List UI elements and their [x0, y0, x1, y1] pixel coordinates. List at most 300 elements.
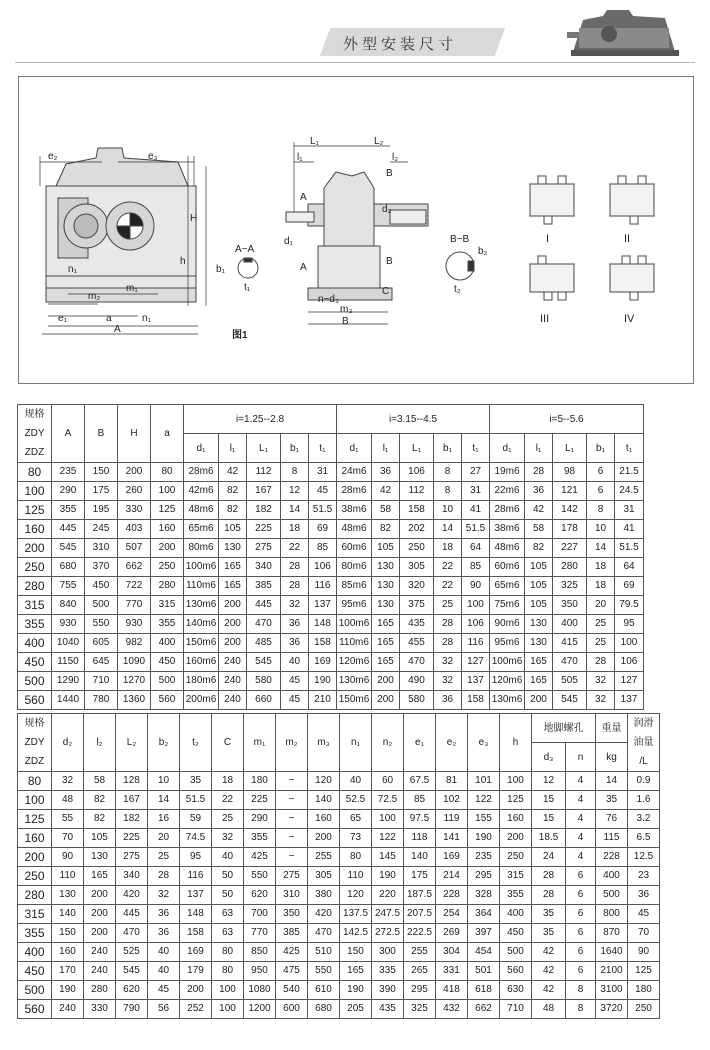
table-cell: 165	[372, 615, 400, 634]
table-cell: 385	[247, 577, 281, 596]
table-cell: 710	[500, 1000, 532, 1019]
side-view	[286, 172, 428, 300]
table-cell: 780	[85, 691, 118, 710]
table-cell: 120	[340, 886, 372, 905]
side-A-bottom: A	[300, 262, 307, 273]
table-cell: 12	[281, 482, 309, 501]
dim-C: C	[382, 286, 390, 297]
table-cell: 475	[276, 962, 308, 981]
table-cell: 12.5	[628, 848, 660, 867]
table-cell: 45	[281, 691, 309, 710]
table-cell: 700	[244, 905, 276, 924]
table-cell: 118	[404, 829, 436, 848]
table-cell: 470	[308, 924, 340, 943]
table-cell: 200	[219, 634, 247, 653]
table-cell: 130m6	[490, 691, 525, 710]
table-cell: 397	[468, 924, 500, 943]
table-cell: 90	[628, 943, 660, 962]
table-row	[18, 905, 660, 924]
table-cell: 200	[525, 691, 553, 710]
column-header: d₃	[532, 743, 566, 772]
dim-n1-top: n₁	[68, 264, 77, 275]
table-cell: 4	[566, 791, 596, 810]
table-row	[18, 615, 644, 634]
table-cell: 680	[308, 1000, 340, 1019]
table-cell: 200	[219, 615, 247, 634]
table-cell: 235	[52, 463, 85, 482]
table-cell: 1640	[596, 943, 628, 962]
column-header: m₁	[244, 714, 276, 772]
column-header: e₃	[468, 714, 500, 772]
table-cell: 175	[85, 482, 118, 501]
table-cell: 25	[212, 810, 244, 829]
table-cell: 200	[372, 672, 400, 691]
table-cell: 280	[84, 981, 116, 1000]
table-cell: 42	[532, 962, 566, 981]
table-cell: 490	[400, 672, 434, 691]
table-cell: 222.5	[404, 924, 436, 943]
table-row	[18, 924, 660, 943]
table-cell: 85	[309, 539, 337, 558]
foot-bolt-header: 地脚螺孔	[532, 714, 596, 743]
table-cell: 80	[212, 943, 244, 962]
table-cell: 106	[615, 653, 644, 672]
table-cell: 140	[404, 848, 436, 867]
table-cell: 98	[553, 463, 587, 482]
table-cell: 255	[308, 848, 340, 867]
table-row	[18, 962, 660, 981]
section-aa-label: A−A	[235, 244, 255, 255]
table-cell: 305	[308, 867, 340, 886]
dim-d2: d₂	[382, 204, 392, 215]
table-cell: 102	[436, 791, 468, 810]
table-cell: 207.5	[404, 905, 436, 924]
table-cell: 178	[553, 520, 587, 539]
spec-cell: 80	[18, 463, 52, 482]
table-cell: 119	[436, 810, 468, 829]
table-cell: 24.5	[615, 482, 644, 501]
table-cell: 340	[116, 867, 148, 886]
column-header: n	[566, 743, 596, 772]
spec-cell: 200	[18, 848, 52, 867]
table-cell: 42	[525, 501, 553, 520]
table-row	[18, 981, 660, 1000]
table-cell: 82	[372, 520, 400, 539]
table-row	[18, 772, 660, 791]
column-header: b₂	[148, 714, 180, 772]
table-cell: 28	[532, 886, 566, 905]
ratio-group-header: i=5--5.6	[490, 405, 644, 434]
table-cell: 228	[436, 886, 468, 905]
table-cell: 175	[404, 867, 436, 886]
table-cell: 110m6	[184, 577, 219, 596]
table-cell: 540	[276, 981, 308, 1000]
table-cell: 50	[212, 886, 244, 905]
table-cell: 330	[84, 1000, 116, 1019]
table-cell: 18	[212, 772, 244, 791]
column-header: m₃	[308, 714, 340, 772]
table-header-row	[18, 405, 644, 434]
table-cell: 158	[462, 691, 490, 710]
table-header-row	[18, 714, 660, 743]
table-cell: 180m6	[184, 672, 219, 691]
table-cell: 400	[553, 615, 587, 634]
table-cell: 610	[308, 981, 340, 1000]
table-cell: 385	[276, 924, 308, 943]
column-header: l₂	[84, 714, 116, 772]
table-cell: 500	[85, 596, 118, 615]
table-cell: 100m6	[337, 615, 372, 634]
table-row	[18, 577, 644, 596]
table-cell: 225	[116, 829, 148, 848]
table-cell: 420	[116, 886, 148, 905]
table-cell: 400	[500, 905, 532, 924]
table-row	[18, 482, 644, 501]
table-cell: 950	[244, 962, 276, 981]
table-cell: 28	[434, 634, 462, 653]
weight-unit-header: kg	[596, 743, 628, 772]
table-cell: 485	[247, 634, 281, 653]
table-cell: 35	[596, 791, 628, 810]
table-cell: 200	[151, 539, 184, 558]
table-cell: 22	[434, 558, 462, 577]
table-cell: 3100	[596, 981, 628, 1000]
table-cell: 32	[587, 691, 615, 710]
table-cell: 930	[52, 615, 85, 634]
table-cell: 127	[615, 672, 644, 691]
table-cell: 450	[151, 653, 184, 672]
table-cell: 145	[372, 848, 404, 867]
table-cell: 265	[404, 962, 436, 981]
table-cell: 60	[372, 772, 404, 791]
table-cell: 550	[244, 867, 276, 886]
table-cell: 1360	[118, 691, 151, 710]
table-cell: 390	[372, 981, 404, 1000]
table-cell: 200	[372, 691, 400, 710]
table-cell: 142	[553, 501, 587, 520]
table-cell: 200	[500, 829, 532, 848]
table-cell: 79.5	[615, 596, 644, 615]
table-cell: 454	[468, 943, 500, 962]
spec-cell: 100	[18, 482, 52, 501]
table-cell: 48m6	[490, 539, 525, 558]
table-cell: 600	[276, 1000, 308, 1019]
dim-L2: L₂	[374, 136, 384, 147]
table-cell: 3.2	[628, 810, 660, 829]
table-cell: 250	[400, 539, 434, 558]
table-cell: 65	[340, 810, 372, 829]
table-cell: 36	[148, 905, 180, 924]
column-header: d₁	[337, 434, 372, 463]
column-header: d₁	[490, 434, 525, 463]
table-cell: 59	[180, 810, 212, 829]
dim-A: A	[114, 324, 121, 335]
table-cell: 228	[596, 848, 628, 867]
spec-header: 规格 ZDY ZDZ	[18, 714, 52, 772]
table-cell: 63	[212, 924, 244, 943]
table-cell: 51.5	[462, 520, 490, 539]
dim-e2: e₂	[48, 151, 58, 162]
column-header: b₁	[281, 434, 309, 463]
side-A-top: A	[300, 192, 307, 203]
table-cell: 31	[462, 482, 490, 501]
table-cell: 180	[628, 981, 660, 1000]
table-cell: 470	[116, 924, 148, 943]
table-cell: 510	[308, 943, 340, 962]
table-cell: 290	[52, 482, 85, 501]
table-cell: 202	[400, 520, 434, 539]
table-cell: 22	[434, 577, 462, 596]
table-cell: 32	[148, 886, 180, 905]
table-cell: 19m6	[490, 463, 525, 482]
table-cell: 240	[219, 691, 247, 710]
table-cell: 137	[309, 596, 337, 615]
table-cell: 400	[151, 634, 184, 653]
table-cell: 14	[596, 772, 628, 791]
column-header: L₁	[400, 434, 434, 463]
dim-H: H	[190, 213, 198, 224]
table-cell: 18	[434, 539, 462, 558]
column-header: h	[500, 714, 532, 772]
table-cell: 41	[615, 520, 644, 539]
table-cell: 106	[400, 463, 434, 482]
table-cell: 72.5	[372, 791, 404, 810]
table-cell: 525	[116, 943, 148, 962]
table-cell: 630	[500, 981, 532, 1000]
table-cell: 85	[404, 791, 436, 810]
table-cell: 40	[148, 962, 180, 981]
table-cell: 97.5	[404, 810, 436, 829]
table-cell: 2100	[596, 962, 628, 981]
table-cell: 105	[525, 596, 553, 615]
table-row	[18, 501, 644, 520]
table-cell: 415	[553, 634, 587, 653]
table-cell: 150m6	[337, 691, 372, 710]
dim-e3: e₃	[148, 151, 158, 162]
table-cell: 254	[436, 905, 468, 924]
table-cell: 58	[525, 520, 553, 539]
table-cell: 165	[219, 577, 247, 596]
table-cell: 240	[219, 672, 247, 691]
column-header: L₁	[247, 434, 281, 463]
table-cell: 82	[219, 482, 247, 501]
table-cell: 160	[151, 520, 184, 539]
table-cell: 137	[462, 672, 490, 691]
table-cell: 320	[400, 577, 434, 596]
table-cell: 355	[500, 886, 532, 905]
table-cell: 155	[468, 810, 500, 829]
table-cell: 200	[219, 596, 247, 615]
table-cell: 1090	[118, 653, 151, 672]
table-cell: 28m6	[184, 463, 219, 482]
table-cell: 41	[462, 501, 490, 520]
reducer-thumbnail-icon	[565, 6, 690, 62]
table-cell: 580	[247, 672, 281, 691]
table-cell: 6	[566, 867, 596, 886]
table-cell: 36	[628, 886, 660, 905]
table-cell: 137	[615, 691, 644, 710]
table-cell: 100	[151, 482, 184, 501]
dim-l1: l₁	[297, 152, 303, 163]
column-header: t₁	[309, 434, 337, 463]
table-cell: 445	[116, 905, 148, 924]
table-cell: 770	[118, 596, 151, 615]
column-header: t₂	[180, 714, 212, 772]
table-cell: 227	[553, 539, 587, 558]
table-cell: 335	[372, 962, 404, 981]
table-cell: 545	[553, 691, 587, 710]
table-cell: 200	[308, 829, 340, 848]
table-cell: 38m6	[490, 520, 525, 539]
column-header: n₂	[372, 714, 404, 772]
table-cell: 36	[148, 924, 180, 943]
table-cell: 1440	[52, 691, 85, 710]
dim-m2: m₂	[88, 291, 101, 302]
table-cell: 52.5	[340, 791, 372, 810]
column-header: t₁	[462, 434, 490, 463]
table-cell: 85m6	[337, 577, 372, 596]
weight-header: 重量	[596, 714, 628, 743]
table-cell: 28m6	[337, 482, 372, 501]
table-cell: 70	[52, 829, 84, 848]
table-cell: 45	[628, 905, 660, 924]
dim-b1: b₁	[216, 264, 225, 275]
table-cell: 80	[212, 962, 244, 981]
table-cell: 23	[628, 867, 660, 886]
table-cell: 56	[148, 1000, 180, 1019]
spec-cell: 500	[18, 981, 52, 1000]
table-cell: 330	[118, 501, 151, 520]
table-cell: 28	[587, 653, 615, 672]
table-cell: 8	[566, 981, 596, 1000]
page-title: 外型安装尺寸	[343, 35, 458, 53]
table-cell: 425	[276, 943, 308, 962]
table-cell: 130m6	[337, 672, 372, 691]
table-cell: 295	[404, 981, 436, 1000]
table-cell: 260	[118, 482, 151, 501]
table-cell: 130	[219, 539, 247, 558]
table-cell: 100	[212, 981, 244, 1000]
table-cell: 190	[52, 981, 84, 1000]
column-header: b₁	[587, 434, 615, 463]
table-row	[18, 848, 660, 867]
table-cell: 116	[309, 577, 337, 596]
spec-cell: 400	[18, 943, 52, 962]
table-cell: 470	[247, 615, 281, 634]
table-cell: 210	[309, 691, 337, 710]
table-cell: 8	[434, 463, 462, 482]
table-cell: 14	[434, 520, 462, 539]
table-cell: 470	[400, 653, 434, 672]
table-cell: 116	[462, 634, 490, 653]
table-cell: 130	[525, 615, 553, 634]
table-cell: 140	[308, 791, 340, 810]
spec-cell: 100	[18, 791, 52, 810]
spec-cell: 200	[18, 539, 52, 558]
table-cell: 160	[308, 810, 340, 829]
table-cell: 64	[462, 539, 490, 558]
table-cell: 295	[468, 867, 500, 886]
table-cell: 50	[212, 867, 244, 886]
table-cell: 250	[151, 558, 184, 577]
table-cell: 80m6	[337, 558, 372, 577]
table-row	[18, 558, 644, 577]
table-cell: 36	[525, 482, 553, 501]
assembly-label-2: II	[624, 233, 631, 245]
table-cell: 14	[148, 791, 180, 810]
table-cell: 850	[244, 943, 276, 962]
table-cell: 40	[340, 772, 372, 791]
table-cell: 290	[244, 810, 276, 829]
table-cell: 60m6	[337, 539, 372, 558]
column-header: t₁	[615, 434, 644, 463]
table-cell: 15	[532, 791, 566, 810]
table-cell: 4	[566, 848, 596, 867]
table-cell: 450	[85, 577, 118, 596]
table-cell: 28m6	[490, 501, 525, 520]
table-cell: 550	[85, 615, 118, 634]
table-cell: 90	[462, 577, 490, 596]
table-cell: 24m6	[337, 463, 372, 482]
spec-cell: 280	[18, 577, 52, 596]
column-header: e₂	[436, 714, 468, 772]
table-cell: 169	[309, 653, 337, 672]
table-row	[18, 1000, 660, 1019]
table-cell: 25	[587, 634, 615, 653]
table-cell: 25	[434, 596, 462, 615]
table-cell: 130	[372, 577, 400, 596]
table-row	[18, 672, 644, 691]
table-cell: 340	[247, 558, 281, 577]
table-cell: 120m6	[490, 672, 525, 691]
table-cell: 235	[468, 848, 500, 867]
table-cell: 21.5	[615, 463, 644, 482]
table-cell: 310	[85, 539, 118, 558]
table-cell: 169	[180, 943, 212, 962]
table-cell: 95	[615, 615, 644, 634]
table-cell: 6	[587, 482, 615, 501]
table-cell: 310	[276, 886, 308, 905]
table-cell: 28	[281, 558, 309, 577]
table-cell: 1200	[244, 1000, 276, 1019]
table-cell: 38m6	[337, 501, 372, 520]
table-cell: 130	[52, 886, 84, 905]
oil-header: 润滑 油量 /L	[628, 714, 660, 772]
dim-t1: t₁	[244, 282, 251, 293]
table-cell: 545	[116, 962, 148, 981]
table-cell: 167	[116, 791, 148, 810]
table-cell: 225	[244, 791, 276, 810]
column-header: A	[52, 405, 85, 463]
spec-cell: 500	[18, 672, 52, 691]
table-cell: 240	[84, 943, 116, 962]
column-header: b₁	[434, 434, 462, 463]
table-cell: 190	[372, 867, 404, 886]
table-cell: 545	[52, 539, 85, 558]
table-cell: 355	[151, 615, 184, 634]
table-cell: 45	[281, 672, 309, 691]
table-cell: 4	[566, 810, 596, 829]
table-cell: 252	[180, 1000, 212, 1019]
table-cell: 1150	[52, 653, 85, 672]
table-cell: 507	[118, 539, 151, 558]
table-cell: 200	[84, 886, 116, 905]
table-cell: 90	[52, 848, 84, 867]
table-cell: 106	[462, 615, 490, 634]
column-header: a	[151, 405, 184, 463]
table-cell: 90m6	[490, 615, 525, 634]
table-cell: 82	[525, 539, 553, 558]
